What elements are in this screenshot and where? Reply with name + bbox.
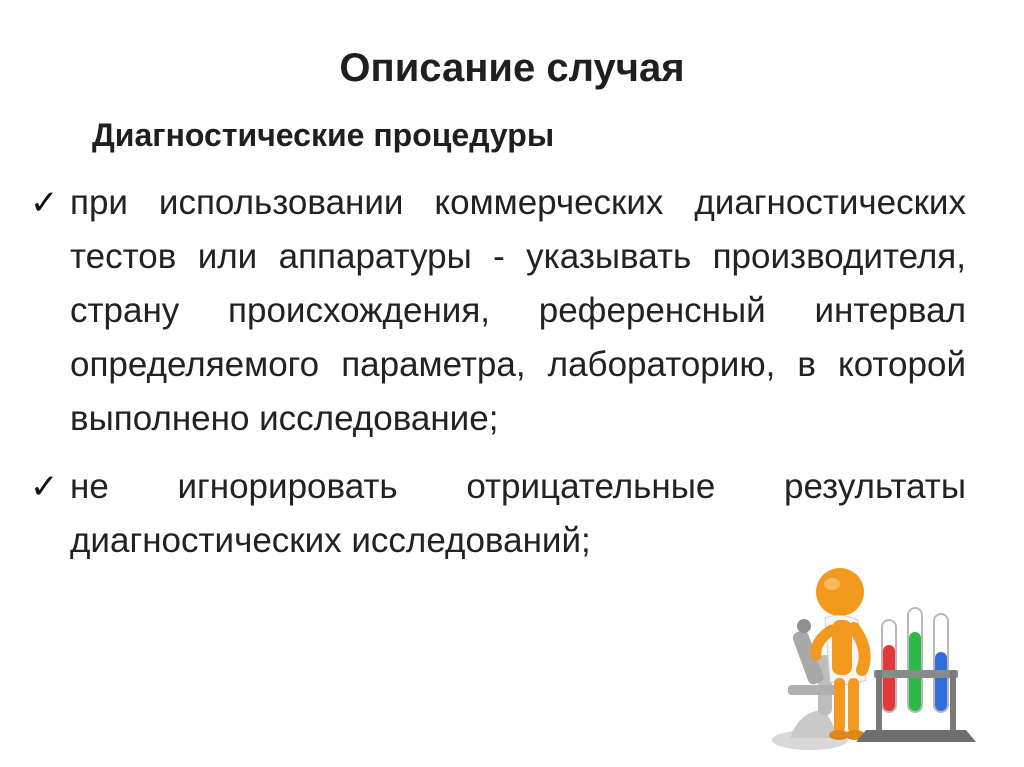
lab-illustration-icon [770,560,1000,760]
bullet-text: при использовании коммерческих диагностических тестов или аппаратуры - указывать производителя, страну происхождения, референсный интервал определяемого параметра, лабораторию, в которой выполнено исследование; [70,183,966,438]
checkmark-icon: ✓ [30,468,59,506]
bullet-text: не игнорировать отрицательные результаты диагностических исследований; [70,467,966,560]
slide-subtitle: Диагностические процедуры [92,117,555,153]
test-tubes-icon [856,608,976,742]
bullet-list [30,176,966,582]
bullet-item [30,176,966,446]
bullet-item [30,460,966,568]
slide-title: Описание случая [339,46,685,90]
checkmark-icon: ✓ [30,184,59,222]
